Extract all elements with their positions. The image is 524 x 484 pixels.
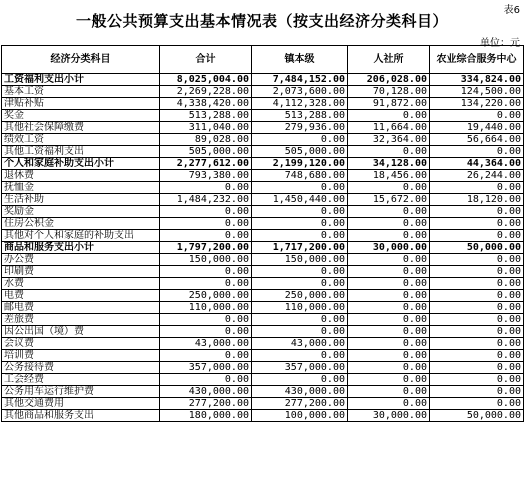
agri-center-cell: 124,500.00 xyxy=(430,86,524,98)
agri-center-cell: 26,244.00 xyxy=(430,170,524,182)
town-cell: 0.00 xyxy=(252,206,348,218)
table-row xyxy=(2,158,524,170)
table-row xyxy=(2,278,524,290)
category-cell: 邮电费 xyxy=(2,302,160,314)
category-cell: 公务用车运行维护费 xyxy=(2,386,160,398)
town-cell: 250,000.00 xyxy=(252,290,348,302)
category-cell: 其他对个人和家庭的补助支出 xyxy=(2,230,160,242)
table-row xyxy=(2,98,524,110)
category-cell: 奖金 xyxy=(2,110,160,122)
total-cell: 1,797,200.00 xyxy=(160,242,252,254)
category-cell: 工会经费 xyxy=(2,374,160,386)
total-cell: 793,380.00 xyxy=(160,170,252,182)
table-row xyxy=(2,182,524,194)
town-cell: 2,199,120.00 xyxy=(252,158,348,170)
table-row xyxy=(2,266,524,278)
category-cell: 其他商品和服务支出 xyxy=(2,410,160,422)
town-cell: 4,112,328.00 xyxy=(252,98,348,110)
hr-office-cell: 0.00 xyxy=(348,338,430,350)
table-row xyxy=(2,290,524,302)
agri-center-cell: 0.00 xyxy=(430,278,524,290)
hr-office-cell: 0.00 xyxy=(348,182,430,194)
town-cell: 150,000.00 xyxy=(252,254,348,266)
town-cell: 0.00 xyxy=(252,350,348,362)
hr-office-cell: 0.00 xyxy=(348,110,430,122)
table-row xyxy=(2,338,524,350)
table-row xyxy=(2,230,524,242)
town-cell: 0.00 xyxy=(252,266,348,278)
town-cell: 505,000.00 xyxy=(252,146,348,158)
table-row xyxy=(2,86,524,98)
total-cell: 357,000.00 xyxy=(160,362,252,374)
category-cell: 退休费 xyxy=(2,170,160,182)
agri-center-cell: 0.00 xyxy=(430,182,524,194)
hr-office-cell: 0.00 xyxy=(348,398,430,410)
total-cell: 2,277,612.00 xyxy=(160,158,252,170)
town-cell: 357,000.00 xyxy=(252,362,348,374)
total-cell: 43,000.00 xyxy=(160,338,252,350)
town-cell: 2,073,600.00 xyxy=(252,86,348,98)
category-cell: 个人和家庭补助支出小计 xyxy=(2,158,160,170)
town-cell: 279,936.00 xyxy=(252,122,348,134)
hr-office-cell: 0.00 xyxy=(348,362,430,374)
town-cell: 1,717,200.00 xyxy=(252,242,348,254)
table-row xyxy=(2,314,524,326)
agri-center-cell: 0.00 xyxy=(430,254,524,266)
category-cell: 商品和服务支出小计 xyxy=(2,242,160,254)
total-cell: 0.00 xyxy=(160,218,252,230)
table-row xyxy=(2,350,524,362)
table-row xyxy=(2,122,524,134)
agri-center-cell: 50,000.00 xyxy=(430,242,524,254)
category-cell: 其他社会保障缴费 xyxy=(2,122,160,134)
sheet-tag: 表6 xyxy=(503,5,520,16)
table-row xyxy=(2,326,524,338)
category-cell: 印刷费 xyxy=(2,266,160,278)
category-cell: 生活补助 xyxy=(2,194,160,206)
hr-office-cell: 206,028.00 xyxy=(348,74,430,86)
hr-office-cell: 91,872.00 xyxy=(348,98,430,110)
table-row xyxy=(2,254,524,266)
hr-office-cell: 11,664.00 xyxy=(348,122,430,134)
town-cell: 0.00 xyxy=(252,182,348,194)
table-row xyxy=(2,194,524,206)
category-cell: 其他交通费用 xyxy=(2,398,160,410)
town-cell: 110,000.00 xyxy=(252,302,348,314)
agri-center-cell: 0.00 xyxy=(430,218,524,230)
agri-center-cell: 0.00 xyxy=(430,374,524,386)
agri-center-cell: 0.00 xyxy=(430,326,524,338)
agri-center-cell: 19,440.00 xyxy=(430,122,524,134)
table-row xyxy=(2,362,524,374)
hr-office-cell: 0.00 xyxy=(348,218,430,230)
agri-center-cell: 0.00 xyxy=(430,314,524,326)
hr-office-cell: 0.00 xyxy=(348,230,430,242)
header-row xyxy=(2,46,524,74)
hr-office-cell: 30,000.00 xyxy=(348,242,430,254)
category-cell: 因公出国（境）费 xyxy=(2,326,160,338)
table-body xyxy=(2,74,524,422)
total-cell: 513,288.00 xyxy=(160,110,252,122)
agri-center-cell: 50,000.00 xyxy=(430,410,524,422)
hr-office-cell: 0.00 xyxy=(348,206,430,218)
hr-office-cell: 32,364.00 xyxy=(348,134,430,146)
category-cell: 住房公积金 xyxy=(2,218,160,230)
hr-office-cell: 70,128.00 xyxy=(348,86,430,98)
table-row xyxy=(2,398,524,410)
total-cell: 0.00 xyxy=(160,314,252,326)
total-cell: 311,040.00 xyxy=(160,122,252,134)
agri-center-cell: 0.00 xyxy=(430,290,524,302)
agri-center-cell: 18,120.00 xyxy=(430,194,524,206)
category-cell: 抚恤金 xyxy=(2,182,160,194)
agri-center-cell: 0.00 xyxy=(430,266,524,278)
column-header: 镇本级 xyxy=(252,46,348,74)
total-cell: 277,200.00 xyxy=(160,398,252,410)
agri-center-cell: 0.00 xyxy=(430,338,524,350)
total-cell: 0.00 xyxy=(160,278,252,290)
total-cell: 4,338,420.00 xyxy=(160,98,252,110)
town-cell: 0.00 xyxy=(252,278,348,290)
total-cell: 250,000.00 xyxy=(160,290,252,302)
column-header: 人社所 xyxy=(348,46,430,74)
hr-office-cell: 0.00 xyxy=(348,314,430,326)
town-cell: 277,200.00 xyxy=(252,398,348,410)
total-cell: 0.00 xyxy=(160,350,252,362)
agri-center-cell: 0.00 xyxy=(430,398,524,410)
table-row xyxy=(2,134,524,146)
category-cell: 会议费 xyxy=(2,338,160,350)
hr-office-cell: 0.00 xyxy=(348,374,430,386)
category-cell: 绩效工资 xyxy=(2,134,160,146)
table-row xyxy=(2,374,524,386)
table-row xyxy=(2,242,524,254)
total-cell: 150,000.00 xyxy=(160,254,252,266)
column-header: 合计 xyxy=(160,46,252,74)
hr-office-cell: 0.00 xyxy=(348,290,430,302)
agri-center-cell: 0.00 xyxy=(430,302,524,314)
total-cell: 8,025,004.00 xyxy=(160,74,252,86)
hr-office-cell: 0.00 xyxy=(348,254,430,266)
agri-center-cell: 0.00 xyxy=(430,110,524,122)
agri-center-cell: 334,824.00 xyxy=(430,74,524,86)
agri-center-cell: 0.00 xyxy=(430,362,524,374)
total-cell: 0.00 xyxy=(160,266,252,278)
hr-office-cell: 30,000.00 xyxy=(348,410,430,422)
town-cell: 1,450,440.00 xyxy=(252,194,348,206)
hr-office-cell: 0.00 xyxy=(348,278,430,290)
column-header: 经济分类科目 xyxy=(2,46,160,74)
total-cell: 0.00 xyxy=(160,206,252,218)
table-row xyxy=(2,170,524,182)
town-cell: 748,680.00 xyxy=(252,170,348,182)
total-cell: 0.00 xyxy=(160,182,252,194)
agri-center-cell: 0.00 xyxy=(430,230,524,242)
total-cell: 430,000.00 xyxy=(160,386,252,398)
category-cell: 差旅费 xyxy=(2,314,160,326)
total-cell: 2,269,228.00 xyxy=(160,86,252,98)
category-cell: 津贴补贴 xyxy=(2,98,160,110)
total-cell: 0.00 xyxy=(160,326,252,338)
town-cell: 430,000.00 xyxy=(252,386,348,398)
town-cell: 0.00 xyxy=(252,230,348,242)
total-cell: 0.00 xyxy=(160,374,252,386)
hr-office-cell: 15,672.00 xyxy=(348,194,430,206)
expenditure-table xyxy=(1,45,524,422)
table-row xyxy=(2,302,524,314)
total-cell: 0.00 xyxy=(160,230,252,242)
agri-center-cell: 44,364.00 xyxy=(430,158,524,170)
category-cell: 公务接待费 xyxy=(2,362,160,374)
town-cell: 0.00 xyxy=(252,314,348,326)
agri-center-cell: 0.00 xyxy=(430,146,524,158)
total-cell: 505,000.00 xyxy=(160,146,252,158)
table-row xyxy=(2,206,524,218)
town-cell: 7,484,152.00 xyxy=(252,74,348,86)
total-cell: 180,000.00 xyxy=(160,410,252,422)
total-cell: 1,484,232.00 xyxy=(160,194,252,206)
category-cell: 奖励金 xyxy=(2,206,160,218)
total-cell: 89,028.00 xyxy=(160,134,252,146)
unit-label: 单位：元 xyxy=(480,38,520,49)
hr-office-cell: 0.00 xyxy=(348,326,430,338)
agri-center-cell: 0.00 xyxy=(430,206,524,218)
table-row xyxy=(2,74,524,86)
category-cell: 水费 xyxy=(2,278,160,290)
column-header: 农业综合服务中心 xyxy=(430,46,524,74)
category-cell: 电费 xyxy=(2,290,160,302)
agri-center-cell: 56,664.00 xyxy=(430,134,524,146)
hr-office-cell: 0.00 xyxy=(348,302,430,314)
table-row xyxy=(2,110,524,122)
total-cell: 110,000.00 xyxy=(160,302,252,314)
town-cell: 0.00 xyxy=(252,134,348,146)
category-cell: 工资福利支出小计 xyxy=(2,74,160,86)
town-cell: 0.00 xyxy=(252,326,348,338)
hr-office-cell: 34,128.00 xyxy=(348,158,430,170)
town-cell: 0.00 xyxy=(252,218,348,230)
category-cell: 基本工资 xyxy=(2,86,160,98)
town-cell: 43,000.00 xyxy=(252,338,348,350)
table-row xyxy=(2,386,524,398)
hr-office-cell: 0.00 xyxy=(348,386,430,398)
hr-office-cell: 18,456.00 xyxy=(348,170,430,182)
hr-office-cell: 0.00 xyxy=(348,146,430,158)
hr-office-cell: 0.00 xyxy=(348,266,430,278)
town-cell: 100,000.00 xyxy=(252,410,348,422)
agri-center-cell: 134,220.00 xyxy=(430,98,524,110)
table-row xyxy=(2,146,524,158)
town-cell: 0.00 xyxy=(252,374,348,386)
agri-center-cell: 0.00 xyxy=(430,350,524,362)
table-row xyxy=(2,218,524,230)
agri-center-cell: 0.00 xyxy=(430,386,524,398)
category-cell: 办公费 xyxy=(2,254,160,266)
hr-office-cell: 0.00 xyxy=(348,350,430,362)
category-cell: 其他工资福利支出 xyxy=(2,146,160,158)
table-row xyxy=(2,410,524,422)
category-cell: 培训费 xyxy=(2,350,160,362)
page-title: 一般公共预算支出基本情况表（按支出经济分类科目） xyxy=(75,12,448,30)
town-cell: 513,288.00 xyxy=(252,110,348,122)
